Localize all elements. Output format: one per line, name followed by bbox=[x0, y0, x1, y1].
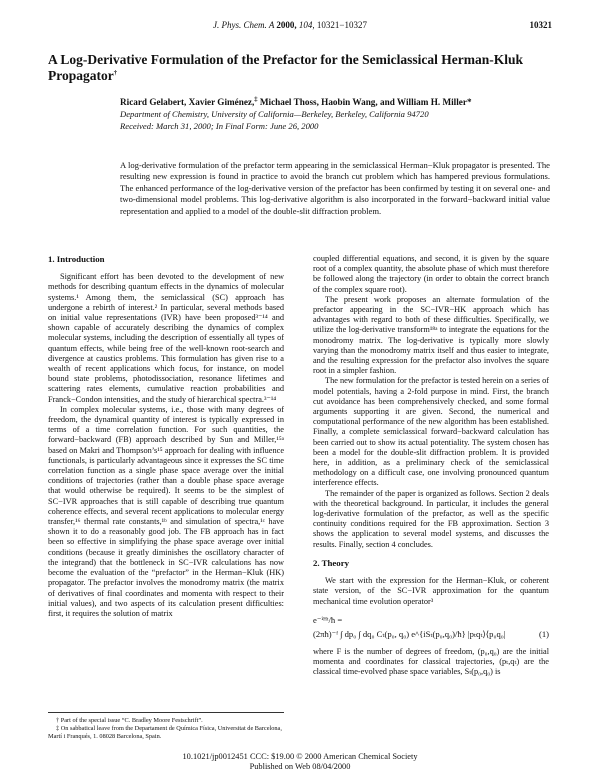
journal-name: J. Phys. Chem. A bbox=[213, 20, 275, 30]
paper-title bbox=[48, 52, 528, 84]
after-equation-text: where F is the number of degrees of freedom, (p₀,q₀) are the initial momenta and coordinates for classical trajectories, (pₜ,qₜ) are the classical time-evolved phase space variables, Sₜ(p₀,q₀) is bbox=[313, 646, 549, 677]
left-column bbox=[48, 254, 284, 619]
journal-year: 2000, bbox=[276, 20, 297, 30]
right-paragraph-4: The remainder of the paper is organized as follows. Section 2 deals with the theoretical background. In particular, it includes the general log-derivative formulation of the prefactor, as well as the specific continuity conditions required for the FB approximation. Section 3 shows the application to several model systems, and discusses the results. Finally, section 4 concludes. bbox=[313, 488, 549, 549]
page-footer bbox=[0, 752, 600, 771]
equation-lhs: e⁻ⁱᴴᵗ/ħ = bbox=[313, 614, 343, 625]
equation-rhs: (2πħ)⁻ᶠ ∫ dp₀ ∫ dq₀ Cₜ(p₀, q₀) e^{iSₜ(p₀,q₀)/ħ} |pₜqₜ⟩⟨p₀q₀| bbox=[313, 628, 506, 639]
right-paragraph-3: The new formulation for the prefactor is tested herein on a series of model potentials, having a 2-fold purpose in mind. First, the branch cut avoidance has been comprehensively checked, and some formal arguments supporting it are given. Second, the numerical and computational performance of the new algorithm has been established. Finally, a complete semiclassical forward−backward calculation has been carried out to show its actual potentiality. The system chosen has been a model for the double-slit diffraction problem. It is provided here, in addition, as a preliminary check of the semiclassical methodology on a difficult case, one involving pronounced quantum interference effects. bbox=[313, 376, 549, 488]
page-number: 10321 bbox=[529, 20, 552, 30]
footnotes bbox=[48, 712, 284, 741]
abstract: A log-derivative formulation of the prefactor term appearing in the semiclassical Herman−Kluk propagator is presented. The resulting new expression is found in practice to avoid the branch cut problem which has hampered previous formulations. The enhanced performance of the log-derivative version of the prefactor has been confirmed by testing it on several one- and two-dimensional model problems. This log-derivative algorithm is also incorporated in the forward−backward initial value representation and applied to a model of the double-slit diffraction problem. bbox=[120, 160, 550, 216]
intro-paragraph-2: In complex molecular systems, i.e., those with many degrees of freedom, the dynamical quantity of interest is typically expressed in terms of a time correlation function. For such quantities, the forward−backward (FB) approach described by Sun and Miller,¹⁵ᵃ based on Makri and Thompson’s¹⁵ approach for dealing with influence functionals, is particularly advantageous since it expresses the SC time correlation function as a single phase space average over the initial conditions of trajectories (rather than a double phase space average that would otherwise be required). It seems to be the simplest of SC−IVR approaches that is still capable of describing true quantum coherence effects, and several recent applications to molecular energy transfer,¹⁶ thermal rate constants,¹ᵇ and simulation of spectra,¹ᶜ have shown it to do a reasonably good job. The FB approach has in fact been so effective in simplifying the phase space average over initial conditions (because it greatly diminishes the oscillatory character of the integrand) that the bottleneck in SC−IVR calculations has now become the evaluation of the “prefactor” in the Herman−Kluk (HK) propagator. The prefactor involves the monodromy matrix (the matrix of derivatives of final coordinates and momenta with respect to their initial values), and two aspects of its calculation present difficulties: first, it requires the solution of matrix bbox=[48, 404, 284, 618]
equation-number: (1) bbox=[538, 628, 549, 639]
received-dates: Received: March 31, 2000; In Final Form: June 26, 2000 bbox=[120, 121, 319, 131]
page-header bbox=[48, 18, 552, 32]
footnote-ddagger: ‡ On sabbatical leave from the Departament de Química Física, Universitat de Barcelona, Martí i Franqués, 1. 08028 Barcelona, Spain. bbox=[48, 725, 282, 740]
right-paragraph-1: coupled differential equations, and second, it is given by the square root of a complex quantity, the absolute phase of which must therefore be followed along the trajectory (in order to obtain the correct branch of the complex square root). bbox=[313, 254, 549, 294]
title-text: A Log-Derivative Formulation of the Prefactor for the Semiclassical Herman-Kluk Propagator bbox=[48, 52, 524, 83]
introduction-heading: 1. Introduction bbox=[48, 254, 105, 264]
right-column bbox=[313, 254, 549, 677]
published-date: Published on Web 08/04/2000 bbox=[249, 761, 351, 771]
author-list bbox=[120, 97, 472, 107]
authors-rest: Michael Thoss, Haobin Wang, and William H. Miller* bbox=[257, 97, 472, 107]
doi-copyright: 10.1021/jp0012451 CCC: $19.00 © 2000 American Chemical Society bbox=[182, 752, 418, 761]
intro-paragraph-1: Significant effort has been devoted to the development of new methods for describing quantum effects in the dynamics of molecular systems.¹ Among them, the semiclassical (SC) approach has undergone a rebirth of interest.² In particular, several methods based on initial value representations (IVR) have been proposed³⁻¹⁴ and shown capable of accurately describing the dynamics of complex molecular systems, including the description of essentially all types of quantum effects, while being free of the well-known root-search and divergence at caustics problems. This formulation has given rise to a wealth of recent applications which focus, for instance, on model bound state problems, photodissociation, resonance lifetimes and scattering rates elements, cumulative reaction probabilities and Franck−Condon intensities, and the study of hierarchical spectra.³⁻¹⁴ bbox=[48, 272, 284, 404]
journal-pages: 10321−10327 bbox=[316, 20, 367, 30]
affiliation: Department of Chemistry, University of California—Berkeley, Berkeley, California 94720 bbox=[120, 109, 429, 119]
authors-first: Ricard Gelabert, Xavier Giménez, bbox=[120, 97, 255, 107]
author-ddagger: ‡ bbox=[254, 95, 258, 103]
equation-1 bbox=[313, 613, 549, 641]
journal-citation bbox=[213, 20, 367, 30]
theory-heading: 2. Theory bbox=[313, 557, 350, 568]
journal-volume: 104, bbox=[298, 20, 315, 30]
footnote-dagger: † Part of the special issue “C. Bradley Moore Festschrift”. bbox=[56, 717, 203, 724]
theory-paragraph: We start with the expression for the Herman−Kluk, or coherent state version, of the SC−IVR approximation for the quantum mechanical time evolution operator³ bbox=[313, 576, 549, 606]
right-paragraph-2: The present work proposes an alternate formulation of the prefactor appearing in the SC−IVR−HK approach which has advantages with regard to both of these difficulties. Specifically, we utilize the log-derivative transform¹⁸ᵃ to integrate the equations for the monodromy matrix. The log-derivative is typically more slowly varying than the monodromy matrix itself and thus easier to integrate, and the resulting expression for the prefactor also involves the square root in a simpler fashion. bbox=[313, 294, 549, 376]
title-dagger: † bbox=[113, 69, 117, 77]
